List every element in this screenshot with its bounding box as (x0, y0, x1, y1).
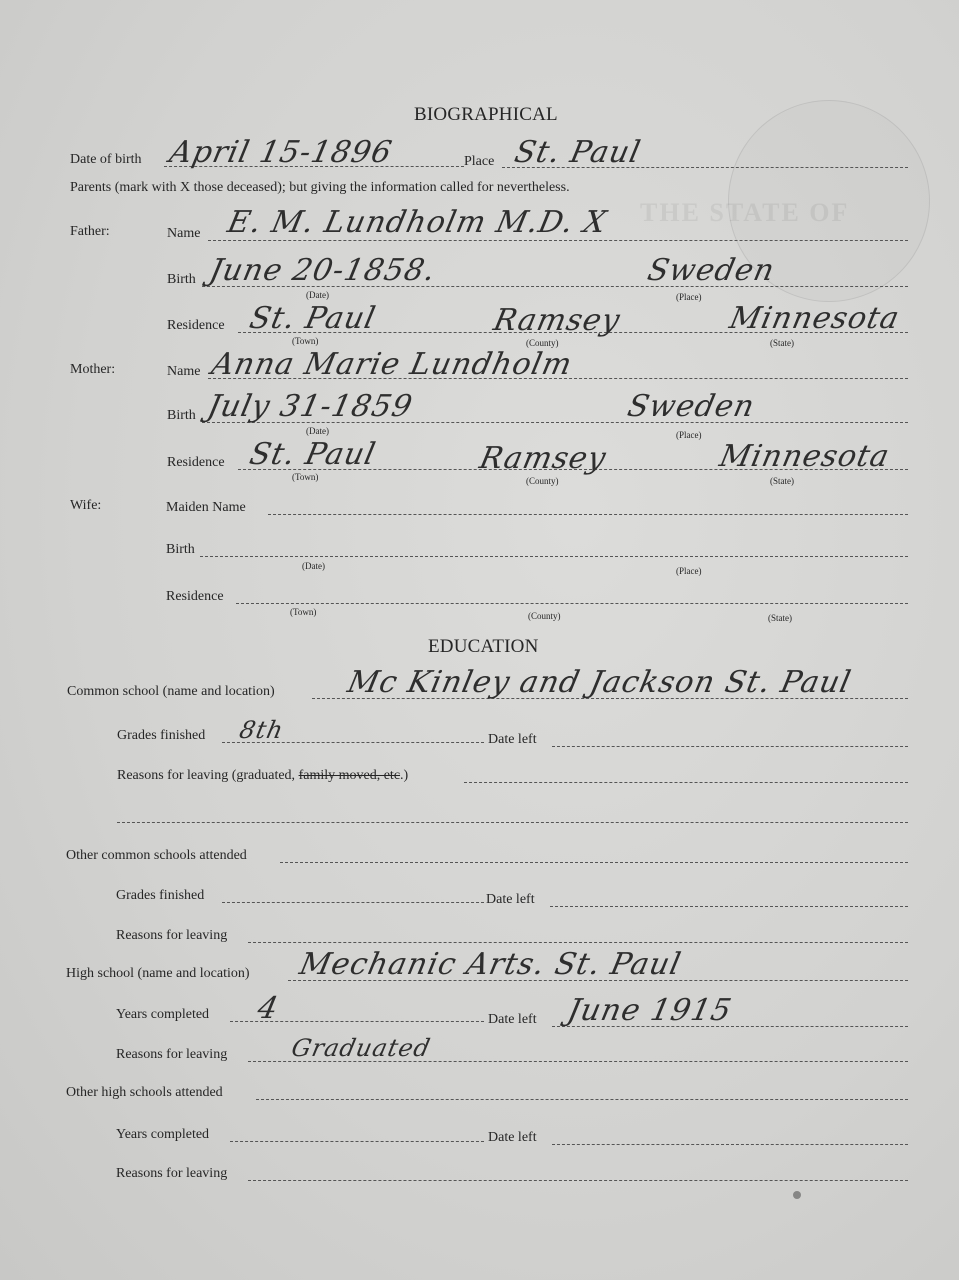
mother-town-caption: (Town) (292, 472, 319, 482)
common-date-left-label: Date left (488, 732, 537, 747)
other-hs-years-label: Years completed (116, 1127, 210, 1142)
wife-birth-label: Birth (166, 542, 195, 557)
section-heading-biographical: BIOGRAPHICAL (414, 104, 558, 125)
other-hs-date-left-line (552, 1144, 908, 1145)
mother-birth-date-value: July 31-1859 (204, 389, 416, 424)
other-common-grades-line (222, 902, 484, 903)
father-town-caption: (Town) (292, 336, 319, 346)
mother-county-value: Ramsey (476, 441, 610, 476)
hs-reasons-value: Graduated (289, 1034, 434, 1062)
common-reasons-prefix: Reasons for leaving (graduated, (117, 768, 296, 783)
mother-town-value: St. Paul (246, 437, 380, 472)
father-birth-date-value: June 20-1858. (206, 253, 439, 288)
hs-date-left-label: Date left (488, 1012, 537, 1027)
mother-name-label: Name (167, 364, 201, 379)
date-of-birth-label: Date of birth (70, 152, 142, 167)
mother-state-caption: (State) (770, 476, 794, 486)
mother-residence-label: Residence (167, 455, 225, 470)
other-common-reasons-line (248, 942, 908, 943)
high-school-label: High school (name and location) (66, 966, 250, 981)
wife-maiden-name-line (268, 514, 908, 515)
father-birth-date-caption: (Date) (306, 290, 329, 300)
other-common-label: Other common schools attended (66, 848, 247, 863)
father-town-value: St. Paul (246, 301, 380, 336)
mother-birth-date-caption: (Date) (306, 426, 329, 436)
wife-label: Wife: (70, 498, 102, 513)
wife-residence-line (236, 603, 908, 604)
mother-birth-label: Birth (167, 408, 196, 423)
other-common-grades-label: Grades finished (116, 888, 205, 903)
father-state-value: Minnesota (726, 301, 903, 336)
wife-state-caption: (State) (768, 613, 792, 623)
common-reasons-suffix: .) (400, 768, 409, 783)
common-reasons-struck: family moved, etc (298, 768, 401, 783)
common-school-value: Mc Kinley and Jackson St. Paul (344, 665, 855, 700)
date-of-birth-value: April 15-1896 (166, 135, 396, 170)
other-high-line (256, 1099, 908, 1100)
other-high-label: Other high schools attended (66, 1085, 223, 1100)
other-common-reasons-label: Reasons for leaving (116, 928, 228, 943)
common-reasons-label (117, 768, 408, 784)
father-residence-label: Residence (167, 318, 225, 333)
other-hs-reasons-label: Reasons for leaving (116, 1166, 228, 1181)
hs-years-label: Years completed (116, 1007, 210, 1022)
bleedthrough-text: THE STATE OF (640, 198, 850, 227)
other-hs-reasons-line (248, 1180, 908, 1181)
common-date-left-line (552, 746, 908, 747)
father-birth-place-value: Sweden (644, 253, 779, 288)
mother-county-caption: (County) (526, 476, 559, 486)
father-label: Father: (70, 224, 110, 239)
mother-name-value: Anna Marie Lundholm (208, 347, 576, 382)
mother-label: Mother: (70, 362, 116, 377)
place-of-birth-label: Place (464, 154, 495, 169)
wife-maiden-name-label: Maiden Name (166, 500, 246, 515)
mother-birth-place-caption: (Place) (676, 430, 702, 440)
father-name-value: E. M. Lundholm M.D. X (224, 205, 610, 240)
wife-birth-line (200, 556, 908, 557)
father-name-label: Name (167, 226, 201, 241)
father-state-caption: (State) (770, 338, 794, 348)
section-heading-education: EDUCATION (428, 636, 539, 657)
high-school-value: Mechanic Arts. St. Paul (296, 947, 685, 982)
common-reasons-line-2 (117, 822, 908, 823)
hs-years-value: 4 (254, 991, 282, 1026)
father-name-line (208, 240, 908, 241)
wife-county-caption: (County) (528, 611, 561, 621)
place-of-birth-value: St. Paul (511, 135, 645, 170)
mother-state-value: Minnesota (716, 439, 893, 474)
wife-birth-date-caption: (Date) (302, 561, 325, 571)
father-birth-place-caption: (Place) (676, 292, 702, 302)
father-county-caption: (County) (526, 338, 559, 348)
wife-residence-label: Residence (166, 589, 224, 604)
hs-reasons-label: Reasons for leaving (116, 1047, 228, 1062)
common-reasons-line (464, 782, 908, 783)
common-grades-label: Grades finished (117, 728, 206, 743)
other-common-date-left-line (550, 906, 908, 907)
common-grades-value: 8th (237, 716, 287, 744)
other-common-date-left-label: Date left (486, 892, 535, 907)
other-common-line (280, 862, 908, 863)
father-birth-label: Birth (167, 272, 196, 287)
other-hs-date-left-label: Date left (488, 1130, 537, 1145)
ink-blot-icon (788, 1186, 806, 1204)
wife-birth-place-caption: (Place) (676, 566, 702, 576)
mother-birth-place-value: Sweden (624, 389, 759, 424)
hs-date-left-value: June 1915 (564, 993, 736, 1028)
father-county-value: Ramsey (490, 303, 624, 338)
parents-note: Parents (mark with X those deceased); but giving the information called for nevertheless. (70, 180, 570, 195)
common-school-label: Common school (name and location) (67, 684, 275, 699)
other-hs-years-line (230, 1141, 484, 1142)
wife-town-caption: (Town) (290, 607, 317, 617)
